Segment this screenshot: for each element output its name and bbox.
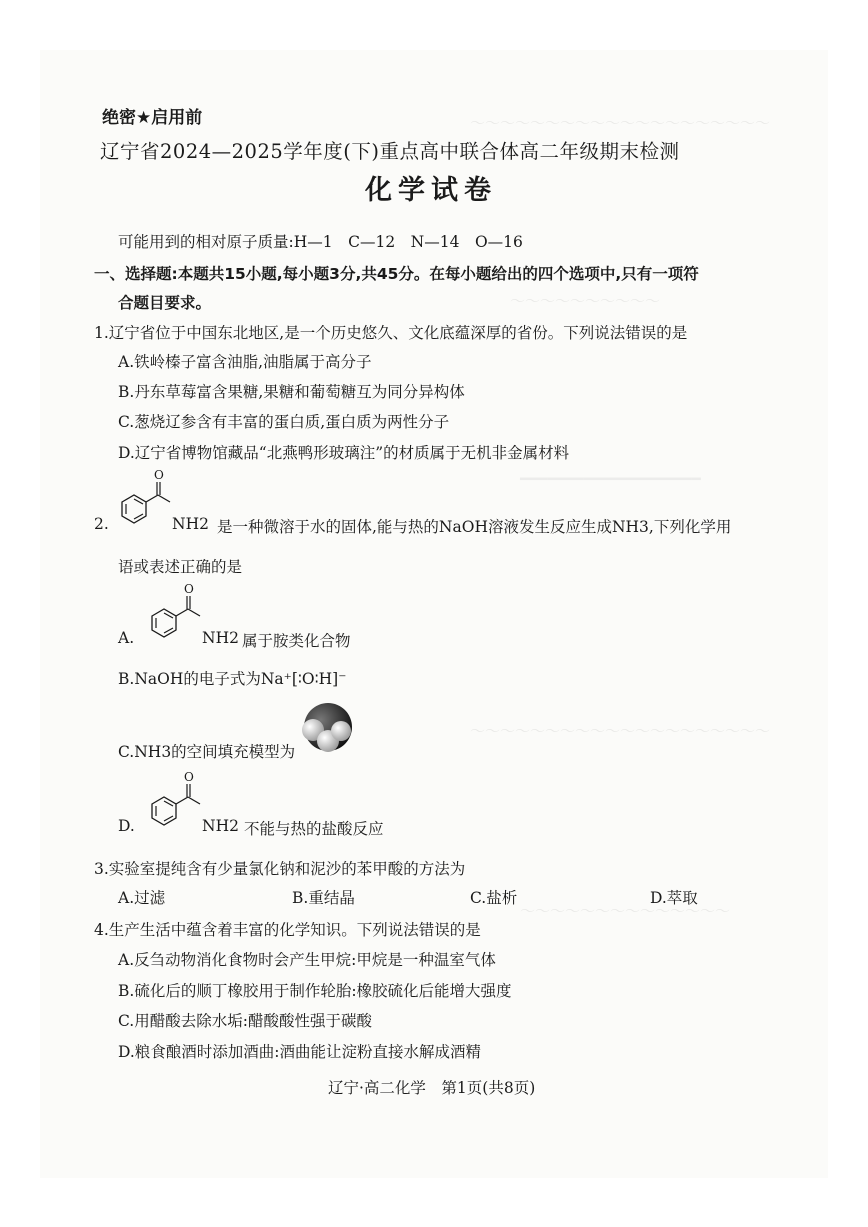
confidential-label: 绝密★启用前 xyxy=(102,108,203,128)
q2-option-b: B.NaOH的电子式为Na⁺[∶O∶H]⁻ xyxy=(118,670,347,688)
q2-option-a-text: 属于胺类化合物 xyxy=(242,632,351,650)
q2-option-c: C.NH3的空间填充模型为 xyxy=(118,743,296,761)
section-heading-cont: 合题目要求。 xyxy=(118,294,212,312)
q2-nh2: NH2 xyxy=(172,515,209,533)
q3-option-b: B.重结晶 xyxy=(292,889,355,907)
q1-option-a: A.铁岭榛子富含油脂,油脂属于高分子 xyxy=(118,353,372,371)
atomic-masses: 可能用到的相对原子质量:H—1 C—12 N—14 O—16 xyxy=(118,233,523,251)
q2-stem-cont: 语或表述正确的是 xyxy=(118,558,243,576)
q2-number: 2. xyxy=(94,515,109,533)
q1-option-d: D.辽宁省博物馆藏品“北燕鸭形玻璃注”的材质属于无机非金属材料 xyxy=(118,444,570,462)
q1-stem: 1.辽宁省位于中国东北地区,是一个历史悠久、文化底蕴深厚的省份。下列说法错误的是 xyxy=(94,324,688,342)
subject-title: 化学试卷 xyxy=(365,175,497,206)
benzamide-structure xyxy=(142,582,204,648)
q4-option-a: A.反刍动物消化食物时会产生甲烷:甲烷是一种温室气体 xyxy=(118,951,496,969)
q4-stem: 4.生产生活中蕴含着丰富的化学知识。下列说法错误的是 xyxy=(94,921,481,939)
atom-oxygen: O xyxy=(154,468,164,482)
q4-option-b: B.硫化后的顺丁橡胶用于制作轮胎:橡胶硫化后能增大强度 xyxy=(118,982,512,1000)
q2-option-a-label: A. xyxy=(118,629,135,647)
section-heading: 一、选择题:本题共15小题,每小题3分,共45分。在每小题给出的四个选项中,只有一项符 xyxy=(94,265,699,283)
q2-option-d-label: D. xyxy=(118,817,135,835)
nh3-space-filling-model xyxy=(300,700,356,756)
page-footer: 辽宁·高二化学 第1页(共8页) xyxy=(328,1079,536,1097)
atom-oxygen: O xyxy=(184,582,194,596)
q2-option-d-text: 不能与热的盐酸反应 xyxy=(244,820,384,838)
benzamide-structure xyxy=(112,468,174,534)
q1-option-b: B.丹东草莓富含果糖,果糖和葡萄糖互为同分异构体 xyxy=(118,383,465,401)
q2-option-d-nh2: NH2 xyxy=(202,817,239,835)
q2-stem: 是一种微溶于水的固体,能与热的NaOH溶液发生反应生成NH3,下列化学用 xyxy=(217,518,732,536)
exam-title: 辽宁省2024—2025学年度(下)重点高中联合体高二年级期末检测 xyxy=(100,140,680,163)
atom-oxygen: O xyxy=(184,770,194,784)
q1-option-c: C.葱烧辽参含有丰富的蛋白质,蛋白质为两性分子 xyxy=(118,413,450,431)
q4-option-d: D.粮食酿酒时添加酒曲:酒曲能让淀粉直接水解成酒精 xyxy=(118,1043,482,1061)
q2-option-a-nh2: NH2 xyxy=(202,629,239,647)
q3-stem: 3.实验室提纯含有少量氯化钠和泥沙的苯甲酸的方法为 xyxy=(94,860,466,878)
q3-option-d: D.萃取 xyxy=(650,889,698,907)
benzamide-structure xyxy=(142,770,204,836)
q4-option-c: C.用醋酸去除水垢:醋酸酸性强于碳酸 xyxy=(118,1012,372,1030)
q3-option-c: C.盐析 xyxy=(470,889,518,907)
q3-option-a: A.过滤 xyxy=(118,889,166,907)
